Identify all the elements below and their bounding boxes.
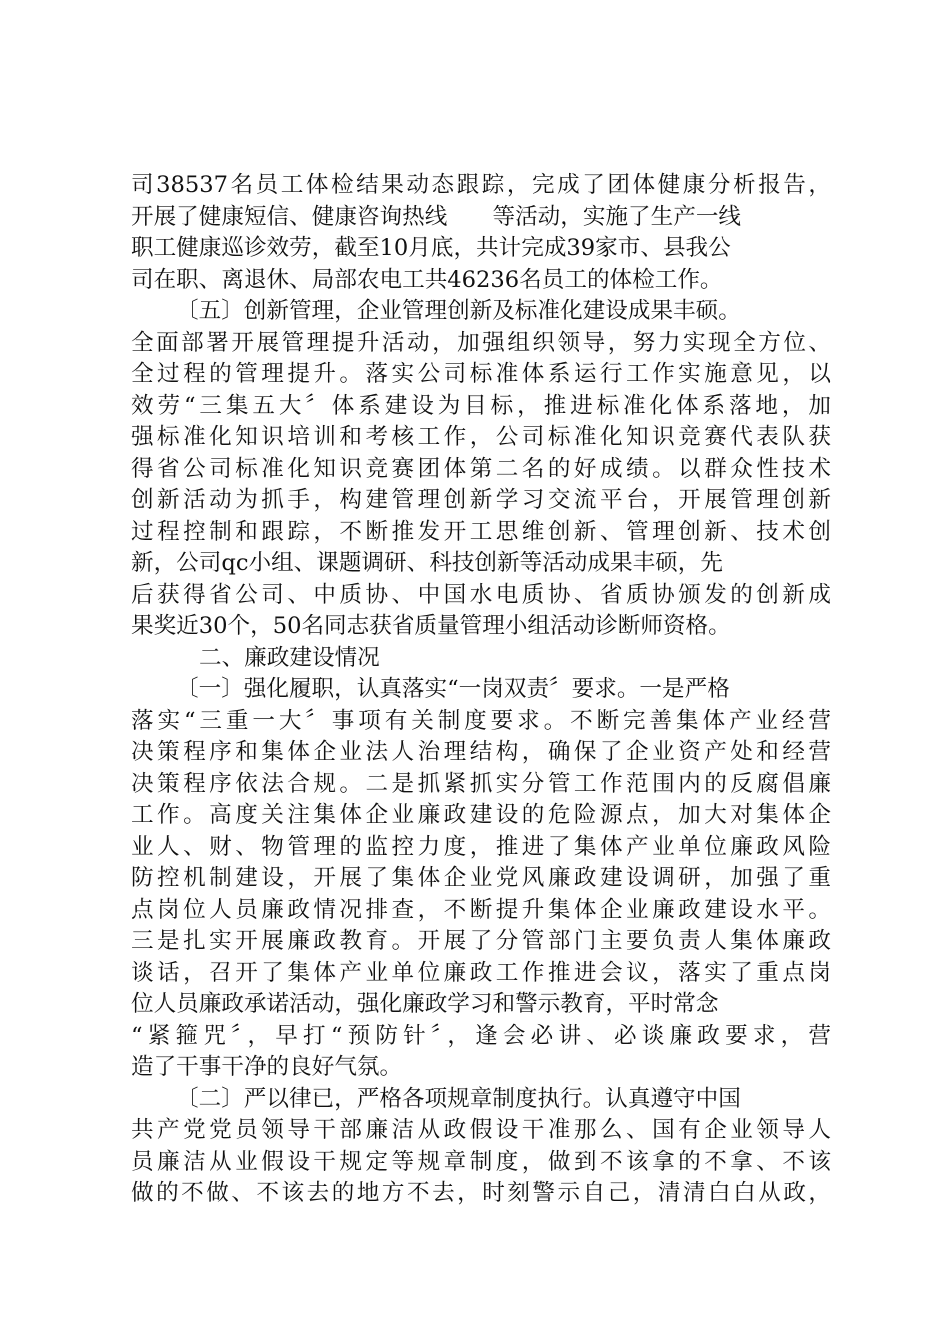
text-line: 创新活动为抓手，构建管理创新学习交流平台，开展管理创新: [131, 487, 831, 513]
text-line: 得省公司标准化知识竞赛团体第二名的好成绩。以群众性技术: [131, 455, 831, 482]
text-line: 防控机制建设，开展了集体企业党风廉政建设调研，加强了重: [131, 865, 831, 891]
text-line: 强标准化知识培训和考核工作，公司标准化知识竞赛代表队获: [131, 424, 831, 450]
text-line: 三是扎实开展廉政教育。开展了分管部门主要负责人集体廉政: [131, 928, 831, 954]
text-line: 司在职、离退休、局部农电工共46236名员工的体检工作。: [131, 266, 723, 293]
text-line: 落实“三重一大〞事项有关制度要求。不断完善集体产业经营: [131, 707, 831, 734]
text-line: 做的不做、不该去的地方不去，时刻警示自己，清清白白从政，: [131, 1180, 831, 1206]
text-line: 果奖近30个，50名同志获省质量管理小组活动诊断师资格。: [131, 613, 731, 639]
text-line: 职工健康巡诊效劳，截至10月底，共计完成39家市、县我公: [131, 235, 731, 261]
text-line: 位人员廉政承诺活动，强化廉政学习和警示教育，平时常念: [131, 991, 719, 1017]
text-line: 工作。高度关注集体企业廉政建设的危险源点，加大对集体企: [131, 802, 831, 828]
text-line: 决策程序依法合规。二是抓紧抓实分管工作范围内的反腐倡廉: [131, 770, 831, 797]
text-line: 过程控制和跟踪，不断推发开工思维创新、管理创新、技术创: [131, 518, 831, 545]
section-heading: 二、廉政建设情况: [199, 644, 380, 671]
text-line: 员廉洁从业假设干规定等规章制度，做到不该拿的不拿、不该: [131, 1148, 831, 1175]
text-line: 司38537名员工体检结果动态跟踪，完成了团体健康分析报告，: [131, 172, 831, 198]
text-line: 效劳“三集五大〞体系建设为目标，推进标准化体系落地，加: [131, 392, 831, 419]
document-body: [131, 170, 831, 1210]
text-line: 〔二〕严以律已，严格各项规章制度执行。认真遵守中国: [176, 1085, 741, 1112]
text-line: 全面部署开展管理提升活动，加强组织领导，努力实现全方位、: [131, 329, 831, 356]
text-line: 〔一〕强化履职，认真落实“一岗双责〞要求。一是严格: [176, 676, 730, 702]
text-line: 新，公司qc小组、课题调研、科技创新等活动成果丰硕，先: [131, 550, 723, 576]
text-line: 点岗位人员廉政情况排查，不断提升集体企业廉政建设水平。: [131, 896, 831, 923]
text-line: 谈话，召开了集体产业单位廉政工作推进会议，落实了重点岗: [131, 959, 831, 986]
text-line: 决策程序和集体企业法人治理结构，确保了企业资产处和经营: [131, 739, 831, 765]
text-line: “紧箍咒〞，早打“预防针〞，逢会必讲、必谈廉政要求，营: [131, 1022, 831, 1049]
text-line: 后获得省公司、中质协、中国水电质协、省质协颁发的创新成: [131, 581, 831, 608]
text-line: 全过程的管理提升。落实公司标准体系运行工作实施意见，以: [131, 361, 831, 387]
text-line: 〔五〕创新管理，企业管理创新及标准化建设成果丰硕。: [176, 298, 741, 324]
text-line: 开展了健康短信、健康咨询热线 等活动，实施了生产一线: [131, 203, 742, 230]
text-line: 造了干事干净的良好气氛。: [131, 1054, 403, 1080]
text-line: 共产党党员领导干部廉洁从政假设干准那么、国有企业领导人: [131, 1117, 831, 1143]
text-line: 业人、财、物管理的监控力度，推进了集体产业单位廉政风险: [131, 833, 831, 860]
